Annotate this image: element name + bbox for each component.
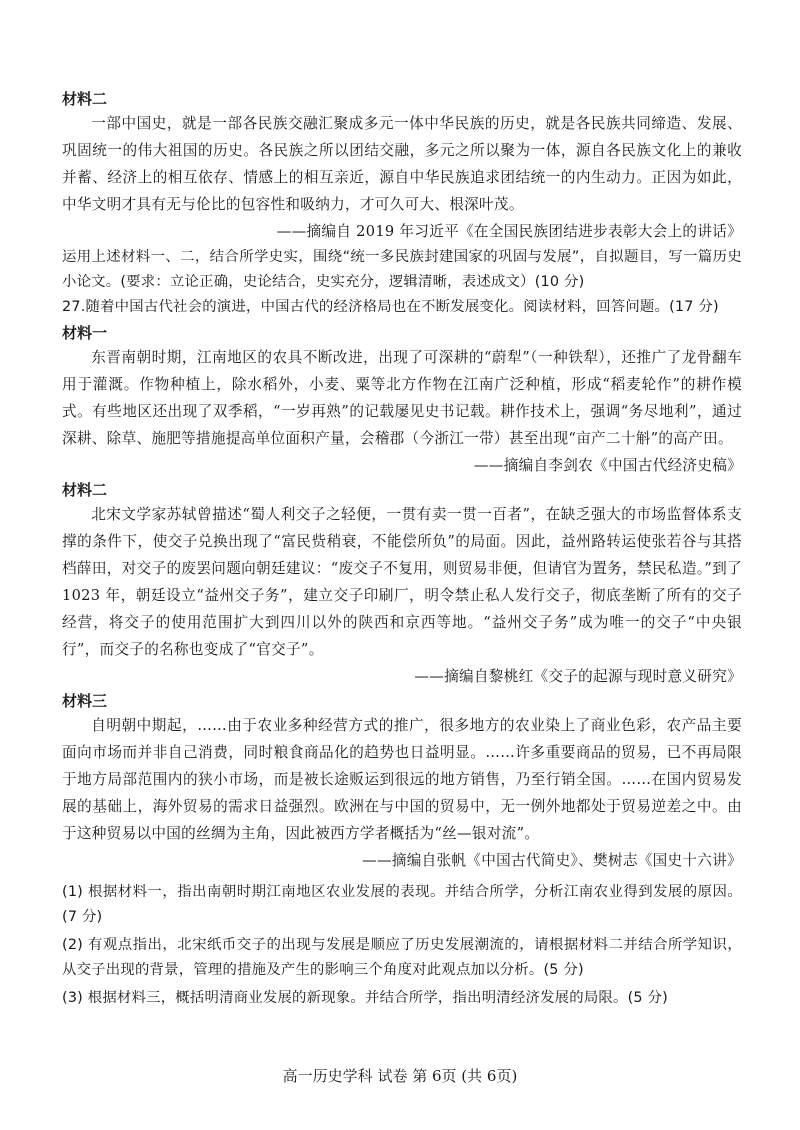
- sub-question-3: (3) 根据材料三，概括明清商业发展的新现象。并结合所学，指出明清经济发展的局限。(5 分): [62, 990, 668, 1006]
- material-2-source: ——摘编自黎桃红《交子的起源与现时意义研究》: [414, 668, 742, 685]
- material-3-paragraph: 自明朝中期起，……由于农业多种经营方式的推广，很多地方的农业染上了商业色彩，农产品主要面向市场而并非自己消费，同时粮食商品化的趋势也日益明显。……许多重要商品的贸易，已不再局限于地方局部范围内的狭小市场，而是被长途贩运到很远的地方销售，乃至行销全国。……在国内贸易发展的基础上，海外贸易的需求日益强烈。欧洲在与中国的贸易中，无一例外地都处于贸易逆差之中。由于这种贸易以中国的丝绸为主角，因此被西方学者概括为“丝—银对流”。: [62, 717, 742, 842]
- material-heading: 材料二: [62, 90, 108, 108]
- material-1-source: ——摘编自李剑农《中国古代经济史稿》: [473, 457, 742, 474]
- material-2-heading: 材料二: [62, 481, 108, 499]
- sub-question-2: (2) 有观点指出，北宋纸币交子的出现与发展是顺应了历史发展潮流的，请根据材料二并结合所学知识，从交子出现的背景，管理的措施及产生的影响三个角度对此观点加以分析。(5 分): [62, 937, 742, 978]
- material-3-heading: 材料三: [62, 692, 108, 710]
- question-27-stem: 27.随着中国古代社会的演进，中国古代的经济格局也在不断发展变化。阅读材料，回答问题。(17 分): [62, 299, 719, 315]
- material-source: ——摘编自 2019 年习近平《在全国民族团结进步表彰大会上的讲话》: [276, 223, 742, 240]
- material-3-source: ——摘编自张帆《中国古代简史》、樊树志《国史十六讲》: [362, 852, 742, 869]
- page-footer: 高一历史学科 试卷 第 6页 (共 6页): [282, 1067, 518, 1085]
- material-1-paragraph: 东晋南朝时期，江南地区的农具不断改进，出现了可深耕的“蔚犁”（一种铁犁），还推广了龙骨翻车用于灌溉。作物种植上，除水稻外，小麦、粟等北方作物在江南广泛种植，形成“稻麦轮作”的耕作模式。有些地区还出现了双季稻，“一岁再熟”的记载屡见史书记载。耕作技术上，强调“务尽地利”，通过深耕、除草、施肥等措施提高单位面积产量，会稽郡（今浙江一带）甚至出现“亩产二十斛”的高产田。: [62, 349, 742, 447]
- material-2-paragraph: 北宋文学家苏轼曾描述“蜀人利交子之轻便，一贯有卖一贯一百者”，在缺乏强大的市场监督体系支撑的条件下，使交子兑换出现了“富民赀稍衰，不能偿所负”的局面。因此，益州路转运使张若谷与其搭档薛田，对交子的废罢问题向朝廷建议：“废交子不复用，则贸易非便，但请官为置务，禁民私造。”到了 1023 年，朝廷设立“益州交子务”，建立交子印刷厂，明令禁止私人发行交子，彻底垄断了所有的交子经营，将交子的使用范围扩大到四川以外的陕西和京西等地。“益州交子务”成为唯一的交子“中央银行”，而交子的名称也变成了“官交子”。: [62, 506, 742, 658]
- essay-task: 运用上述材料一、二，结合所学史实，围绕“统一多民族封建国家的巩固与发展”，自拟题目，写一篇历史小论文。(要求：立论正确，史论结合，史实充分，逻辑清晰，表述成文）(10 分): [62, 249, 742, 290]
- exam-page: [62, 88, 742, 1014]
- material-paragraph: 一部中国史，就是一部各民族交融汇聚成多元一体中华民族的历史，就是各民族共同缔造、发展、巩固统一的伟大祖国的历史。各民族之所以团结交融，多元之所以聚为一体，源自各民族文化上的兼收并蓄、经济上的相互依存、情感上的相互亲近，源自中华民族追求团结统一的内生动力。正因为如此，中华文明才具有无与伦比的包容性和吸纳力，才可久可大、根深叶茂。: [62, 115, 742, 213]
- material-1-heading: 材料一: [62, 324, 108, 342]
- sub-question-1: (1) 根据材料一，指出南朝时期江南地区农业发展的表现。并结合所学，分析江南农业得到发展的原因。(7 分): [62, 884, 742, 925]
